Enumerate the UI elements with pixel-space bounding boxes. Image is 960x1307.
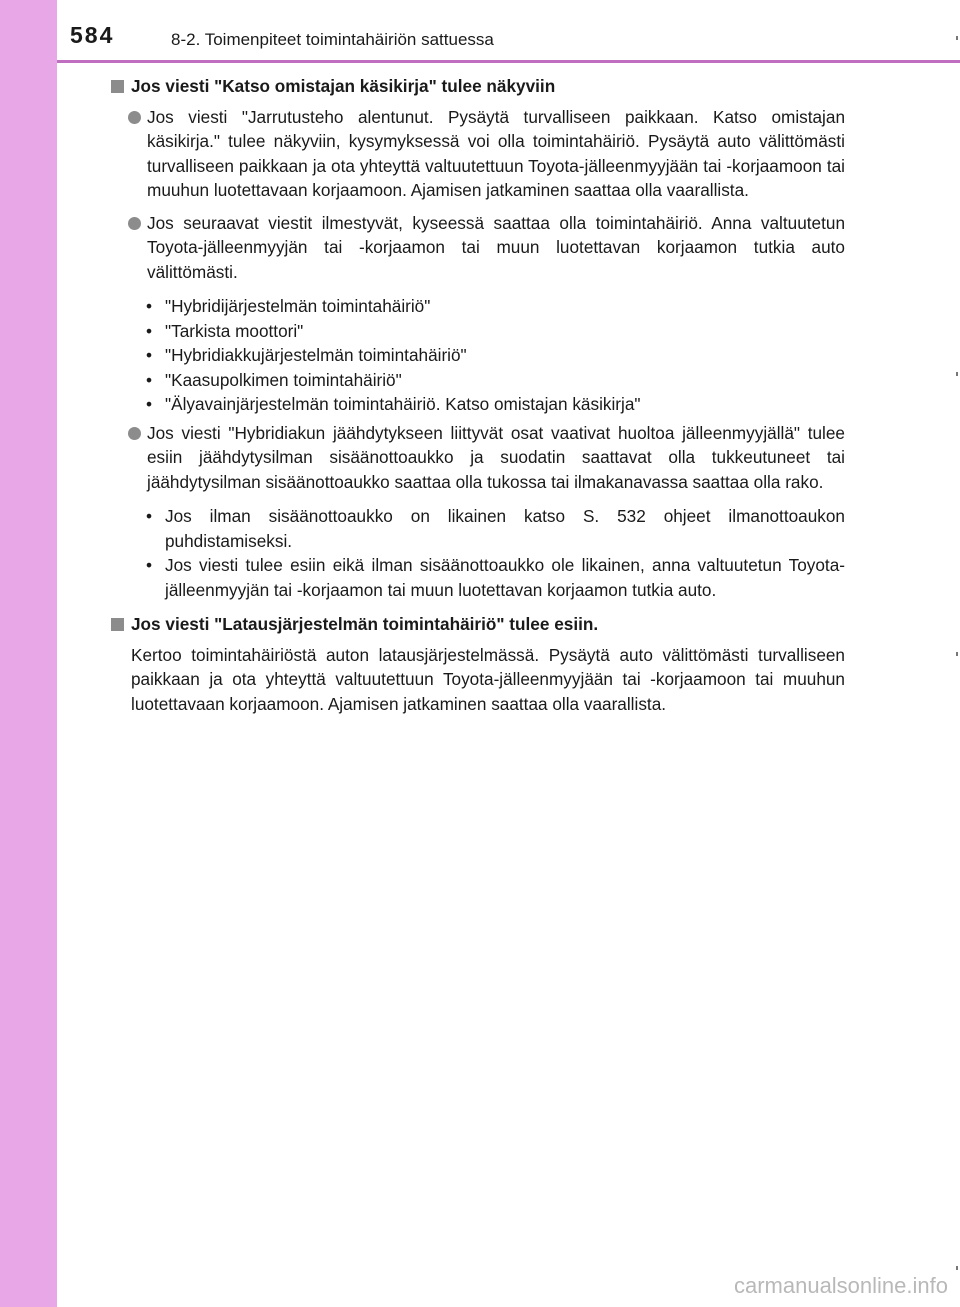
list-item bbox=[111, 294, 845, 319]
square-bullet-icon bbox=[111, 618, 124, 631]
bullet-dot: • bbox=[146, 369, 153, 390]
page-number: 584 bbox=[70, 22, 115, 48]
edge-tick-mark bbox=[956, 1266, 958, 1270]
section-heading-text: Jos viesti "Katso omistajan käsikirja" tulee näkyviin bbox=[131, 76, 556, 96]
bullet-paragraph bbox=[111, 421, 845, 495]
page-content bbox=[111, 74, 845, 716]
section-heading-text: Jos viesti "Latausjärjestelmän toimintahäiriö" tulee esiin. bbox=[131, 614, 599, 634]
section-heading bbox=[111, 74, 845, 99]
section-heading bbox=[111, 612, 845, 637]
list-item bbox=[111, 319, 845, 344]
list-item-text: "Hybridiakkujärjestelmän toimintahäiriö" bbox=[165, 345, 467, 365]
message-list bbox=[111, 294, 845, 417]
bullet-dot: • bbox=[146, 320, 153, 341]
edge-tick-mark bbox=[956, 36, 958, 40]
side-color-strip bbox=[0, 0, 57, 1307]
bullet-paragraph bbox=[111, 105, 845, 203]
bullet-dot: • bbox=[146, 555, 153, 575]
edge-tick-mark bbox=[956, 372, 958, 376]
bullet-text: Jos viesti "Jarrutusteho alentunut. Pysäytä turvalliseen paikkaan. Katso omistajan käsikirja." tulee näkyviin, kysymyksessä voi olla toimintahäiriö. Pysäytä auto välittömästi turvalliseen paikkaan ja ota yhteyttä valtuutettuun Toyota-jälleenmyyjään tai -korjaamoon tai muuhun luotettavaan korjaamoon. Ajamisen jatkaminen saattaa olla vaarallista. bbox=[147, 106, 845, 200]
bullet-text: Jos viesti "Hybridiakun jäähdytykseen liittyvät osat vaativat huoltoa jälleenmyyjällä" tulee esiin jäähdytysilman sisäänottoaukko ja suodatin saattavat olla tukkeutuneet tai jäähdytysilman sisäänottoaukko saattaa olla tukossa tai ilmakanavassa saattaa olla rako. bbox=[147, 422, 845, 492]
header-rule bbox=[57, 60, 960, 63]
list-item-text: "Kaasupolkimen toimintahäiriö" bbox=[165, 369, 402, 390]
list-item-text: "Älyavainjärjestelmän toimintahäiriö. Katso omistajan käsikirja" bbox=[165, 394, 641, 414]
list-item bbox=[111, 504, 845, 553]
square-bullet-icon bbox=[111, 80, 124, 93]
circle-bullet-icon bbox=[128, 217, 141, 230]
section-title: 8-2. Toimenpiteet toimintahäiriön sattuessa bbox=[171, 30, 494, 49]
list-item bbox=[111, 368, 845, 393]
note-list bbox=[111, 504, 845, 602]
bullet-dot: • bbox=[146, 506, 153, 526]
body-paragraph: Kertoo toimintahäiriöstä auton latausjärjestelmässä. Pysäytä auto välittömästi turvalliseen paikkaan ja ota yhteyttä valtuutettuun Toyota-jälleenmyyjään tai -korjaamoon tai muuhun luotettavaan korjaamoon. Ajamisen jatkaminen saattaa olla vaarallista. bbox=[131, 644, 845, 714]
watermark: carmanualsonline.info bbox=[733, 1273, 948, 1298]
bullet-dot: • bbox=[146, 345, 153, 365]
bullet-dot: • bbox=[146, 296, 153, 316]
edge-tick-mark bbox=[956, 652, 958, 656]
list-item-text: "Hybridijärjestelmän toimintahäiriö" bbox=[165, 296, 431, 316]
circle-bullet-icon bbox=[128, 111, 141, 124]
list-item bbox=[111, 343, 845, 368]
bullet-paragraph bbox=[111, 211, 845, 285]
list-item-text: Jos viesti tulee esiin eikä ilman sisäänottoaukko ole likainen, anna valtuutetun Toyota-jälleenmyyjän tai -korjaamon tai muun luotettavan korjaamon tutkia auto. bbox=[165, 555, 845, 600]
circle-bullet-icon bbox=[128, 427, 141, 440]
list-item bbox=[111, 392, 845, 417]
bullet-dot: • bbox=[146, 394, 153, 414]
bullet-text: Jos seuraavat viestit ilmestyvät, kyseessä saattaa olla toimintahäiriö. Anna valtuutetun Toyota-jälleenmyyjän tai -korjaamon tai muun luotettavan korjaamon tutkia auto välittömästi. bbox=[147, 212, 845, 282]
list-item bbox=[111, 553, 845, 602]
list-item-text: Jos ilman sisäänottoaukko on likainen katso S. 532 ohjeet ilmanottoaukon puhdistamiseksi. bbox=[165, 506, 845, 551]
list-item-text: "Tarkista moottori" bbox=[165, 320, 304, 341]
